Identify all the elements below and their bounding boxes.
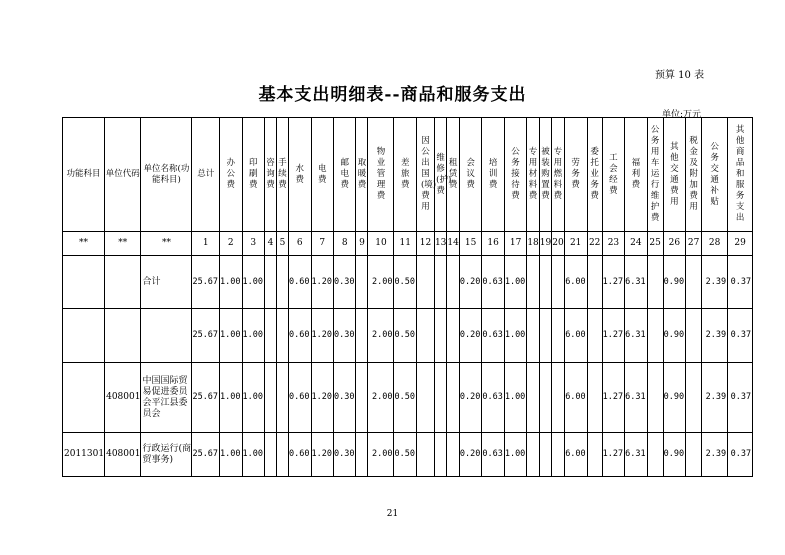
cell-rent <box>447 256 459 309</box>
cell-fuel <box>552 309 564 363</box>
column-index-cell: 22 <box>587 232 602 256</box>
col-header-func: 功能科目 <box>63 118 105 232</box>
cell-handling <box>277 309 289 363</box>
column-index-cell: 18 <box>527 232 539 256</box>
cell-office: 1.00 <box>220 256 242 309</box>
column-index-cell: 17 <box>504 232 526 256</box>
cell-subsidy: 2.39 <box>702 309 728 363</box>
cell-commission <box>587 309 602 363</box>
unit-label: 单位:万元 <box>662 110 702 120</box>
col-header-reception: 公务接待费 <box>504 118 526 232</box>
cell-water: 0.60 <box>289 433 311 477</box>
cell-training: 0.63 <box>482 433 504 477</box>
col-header-union: 工会经费 <box>602 118 624 232</box>
cell-print: 1.00 <box>242 256 264 309</box>
cell-rent <box>447 309 459 363</box>
page-number: 21 <box>386 509 399 519</box>
cell-repair <box>434 309 446 363</box>
table-row <box>63 433 753 477</box>
column-index-cell: 14 <box>447 232 459 256</box>
cell-office: 1.00 <box>220 309 242 363</box>
cell-uniform <box>539 309 551 363</box>
cell-abroad <box>416 309 434 363</box>
col-header-abroad: 因公出国(境)费用 <box>416 118 434 232</box>
table-row <box>63 256 753 309</box>
cell-commission <box>587 433 602 477</box>
cell-handling <box>277 433 289 477</box>
cell-labor: 6.00 <box>564 309 587 363</box>
col-header-subsidy: 公务交通补贴 <box>702 118 728 232</box>
cell-welfare: 6.31 <box>625 363 647 433</box>
column-index-cell: 9 <box>356 232 368 256</box>
cell-water: 0.60 <box>289 363 311 433</box>
cell-water: 0.60 <box>289 256 311 309</box>
cell-power: 1.20 <box>311 363 333 433</box>
cell-tax <box>686 309 702 363</box>
cell-material <box>527 433 539 477</box>
cell-union: 1.27 <box>602 256 624 309</box>
cell-union: 1.27 <box>602 433 624 477</box>
cell-welfare: 6.31 <box>625 256 647 309</box>
cell-uniform <box>539 433 551 477</box>
cell-office: 1.00 <box>220 363 242 433</box>
cell-heating <box>356 363 368 433</box>
cell-material <box>527 363 539 433</box>
cell-power: 1.20 <box>311 433 333 477</box>
col-header-print: 印刷费 <box>242 118 264 232</box>
column-index-cell: 3 <box>242 232 264 256</box>
column-index-cell: 11 <box>394 232 416 256</box>
cell-tax <box>686 363 702 433</box>
cell-abroad <box>416 433 434 477</box>
column-index-row <box>63 232 753 256</box>
cell-reception: 1.00 <box>504 256 526 309</box>
cell-consult <box>265 363 277 433</box>
expense-table <box>62 117 753 477</box>
cell-unit_code: 408001 <box>105 433 141 477</box>
cell-property: 2.00 <box>368 309 394 363</box>
col-header-travel: 差旅费 <box>394 118 416 232</box>
cell-meeting: 0.20 <box>459 363 481 433</box>
cell-property: 2.00 <box>368 433 394 477</box>
column-index-cell: ** <box>63 232 105 256</box>
col-header-rent: 租赁费 <box>447 118 459 232</box>
cell-material <box>527 309 539 363</box>
cell-training: 0.63 <box>482 363 504 433</box>
column-index-cell: 28 <box>702 232 728 256</box>
col-header-office: 办公费 <box>220 118 242 232</box>
cell-uniform <box>539 363 551 433</box>
cell-print: 1.00 <box>242 309 264 363</box>
cell-commission <box>587 363 602 433</box>
cell-rent <box>447 363 459 433</box>
cell-labor: 6.00 <box>564 433 587 477</box>
cell-post: 0.30 <box>333 256 355 309</box>
cell-other: 0.37 <box>728 433 753 477</box>
col-header-unit_code: 单位代码 <box>105 118 141 232</box>
cell-unit_name: 行政运行(商贸事务) <box>141 433 192 477</box>
col-header-unit_name: 单位名称(功能科目) <box>141 118 192 232</box>
cell-vehicle <box>647 363 663 433</box>
cell-travel: 0.50 <box>394 309 416 363</box>
table-row <box>63 363 753 433</box>
cell-power: 1.20 <box>311 309 333 363</box>
cell-func: 2011301 <box>63 433 105 477</box>
column-index-cell: 5 <box>277 232 289 256</box>
col-header-water: 水费 <box>289 118 311 232</box>
column-index-cell: 16 <box>482 232 504 256</box>
cell-repair <box>434 433 446 477</box>
col-header-total: 总计 <box>192 118 220 232</box>
col-header-commission: 委托业务费 <box>587 118 602 232</box>
cell-func <box>63 256 105 309</box>
col-header-handling: 手续费 <box>277 118 289 232</box>
cell-heating <box>356 256 368 309</box>
col-header-consult: 咨询费 <box>265 118 277 232</box>
col-header-vehicle: 公务用车运行维护费 <box>647 118 663 232</box>
cell-post: 0.30 <box>333 433 355 477</box>
col-header-training: 培训费 <box>482 118 504 232</box>
cell-reception: 1.00 <box>504 309 526 363</box>
cell-total: 25.67 <box>192 309 220 363</box>
cell-consult <box>265 256 277 309</box>
cell-post: 0.30 <box>333 363 355 433</box>
cell-handling <box>277 363 289 433</box>
col-header-repair: 维修(护)费 <box>434 118 446 232</box>
cell-property: 2.00 <box>368 363 394 433</box>
cell-repair <box>434 363 446 433</box>
cell-total: 25.67 <box>192 256 220 309</box>
column-index-cell: 26 <box>663 232 685 256</box>
cell-fuel <box>552 256 564 309</box>
cell-print: 1.00 <box>242 363 264 433</box>
cell-handling <box>277 256 289 309</box>
cell-training: 0.63 <box>482 309 504 363</box>
cell-func <box>63 363 105 433</box>
cell-transport: 0.90 <box>663 363 685 433</box>
column-index-cell: 15 <box>459 232 481 256</box>
cell-unit_code: 408001 <box>105 363 141 433</box>
cell-other: 0.37 <box>728 256 753 309</box>
cell-rent <box>447 433 459 477</box>
cell-labor: 6.00 <box>564 256 587 309</box>
col-header-power: 电费 <box>311 118 333 232</box>
col-header-welfare: 福利费 <box>625 118 647 232</box>
cell-consult <box>265 433 277 477</box>
column-index-cell: 4 <box>265 232 277 256</box>
cell-transport: 0.90 <box>663 309 685 363</box>
cell-commission <box>587 256 602 309</box>
column-index-cell: 7 <box>311 232 333 256</box>
cell-print: 1.00 <box>242 433 264 477</box>
cell-heating <box>356 433 368 477</box>
cell-material <box>527 256 539 309</box>
cell-unit_code <box>105 309 141 363</box>
col-header-transport: 其他交通费用 <box>663 118 685 232</box>
cell-training: 0.63 <box>482 256 504 309</box>
column-index-cell: 10 <box>368 232 394 256</box>
cell-office: 1.00 <box>220 433 242 477</box>
cell-other: 0.37 <box>728 363 753 433</box>
cell-reception: 1.00 <box>504 363 526 433</box>
col-header-meeting: 会议费 <box>459 118 481 232</box>
cell-fuel <box>552 363 564 433</box>
cell-vehicle <box>647 256 663 309</box>
cell-vehicle <box>647 433 663 477</box>
cell-travel: 0.50 <box>394 256 416 309</box>
col-header-tax: 税金及附加费用 <box>686 118 702 232</box>
table-row <box>63 309 753 363</box>
col-header-property: 物业管理费 <box>368 118 394 232</box>
col-header-labor: 劳务费 <box>564 118 587 232</box>
cell-meeting: 0.20 <box>459 433 481 477</box>
column-index-cell: 20 <box>552 232 564 256</box>
cell-unit_name: 中国国际贸易促进委员会平江县委员会 <box>141 363 192 433</box>
col-header-fuel: 专用燃料费 <box>552 118 564 232</box>
col-header-other: 其他商品和服务支出 <box>728 118 753 232</box>
page-title: 基本支出明细表--商品和服务支出 <box>258 85 527 105</box>
form-number: 预算 10 表 <box>655 70 705 81</box>
cell-total: 25.67 <box>192 433 220 477</box>
cell-welfare: 6.31 <box>625 433 647 477</box>
cell-meeting: 0.20 <box>459 256 481 309</box>
cell-union: 1.27 <box>602 363 624 433</box>
cell-unit_code <box>105 256 141 309</box>
cell-consult <box>265 309 277 363</box>
col-header-post: 邮电费 <box>333 118 355 232</box>
cell-travel: 0.50 <box>394 363 416 433</box>
column-index-cell: 29 <box>728 232 753 256</box>
cell-fuel <box>552 433 564 477</box>
column-index-cell: 21 <box>564 232 587 256</box>
col-header-heating: 取暖费 <box>356 118 368 232</box>
cell-unit_name: 合计 <box>141 256 192 309</box>
column-index-cell: 6 <box>289 232 311 256</box>
cell-power: 1.20 <box>311 256 333 309</box>
cell-abroad <box>416 363 434 433</box>
column-index-cell: 1 <box>192 232 220 256</box>
cell-transport: 0.90 <box>663 433 685 477</box>
cell-total: 25.67 <box>192 363 220 433</box>
cell-func <box>63 309 105 363</box>
cell-uniform <box>539 256 551 309</box>
cell-tax <box>686 256 702 309</box>
cell-union: 1.27 <box>602 309 624 363</box>
cell-repair <box>434 256 446 309</box>
column-index-cell: 12 <box>416 232 434 256</box>
header-row <box>63 118 753 232</box>
cell-transport: 0.90 <box>663 256 685 309</box>
cell-unit_name <box>141 309 192 363</box>
cell-vehicle <box>647 309 663 363</box>
cell-labor: 6.00 <box>564 363 587 433</box>
column-index-cell: 8 <box>333 232 355 256</box>
column-index-cell: ** <box>141 232 192 256</box>
col-header-material: 专用材料费 <box>527 118 539 232</box>
cell-heating <box>356 309 368 363</box>
cell-water: 0.60 <box>289 309 311 363</box>
column-index-cell: 13 <box>434 232 446 256</box>
cell-tax <box>686 433 702 477</box>
cell-other: 0.37 <box>728 309 753 363</box>
cell-reception: 1.00 <box>504 433 526 477</box>
cell-travel: 0.50 <box>394 433 416 477</box>
cell-abroad <box>416 256 434 309</box>
cell-property: 2.00 <box>368 256 394 309</box>
cell-meeting: 0.20 <box>459 309 481 363</box>
cell-subsidy: 2.39 <box>702 256 728 309</box>
col-header-uniform: 被装购置费 <box>539 118 551 232</box>
cell-welfare: 6.31 <box>625 309 647 363</box>
column-index-cell: ** <box>105 232 141 256</box>
column-index-cell: 2 <box>220 232 242 256</box>
column-index-cell: 19 <box>539 232 551 256</box>
cell-post: 0.30 <box>333 309 355 363</box>
cell-subsidy: 2.39 <box>702 363 728 433</box>
column-index-cell: 23 <box>602 232 624 256</box>
cell-subsidy: 2.39 <box>702 433 728 477</box>
column-index-cell: 24 <box>625 232 647 256</box>
column-index-cell: 25 <box>647 232 663 256</box>
column-index-cell: 27 <box>686 232 702 256</box>
